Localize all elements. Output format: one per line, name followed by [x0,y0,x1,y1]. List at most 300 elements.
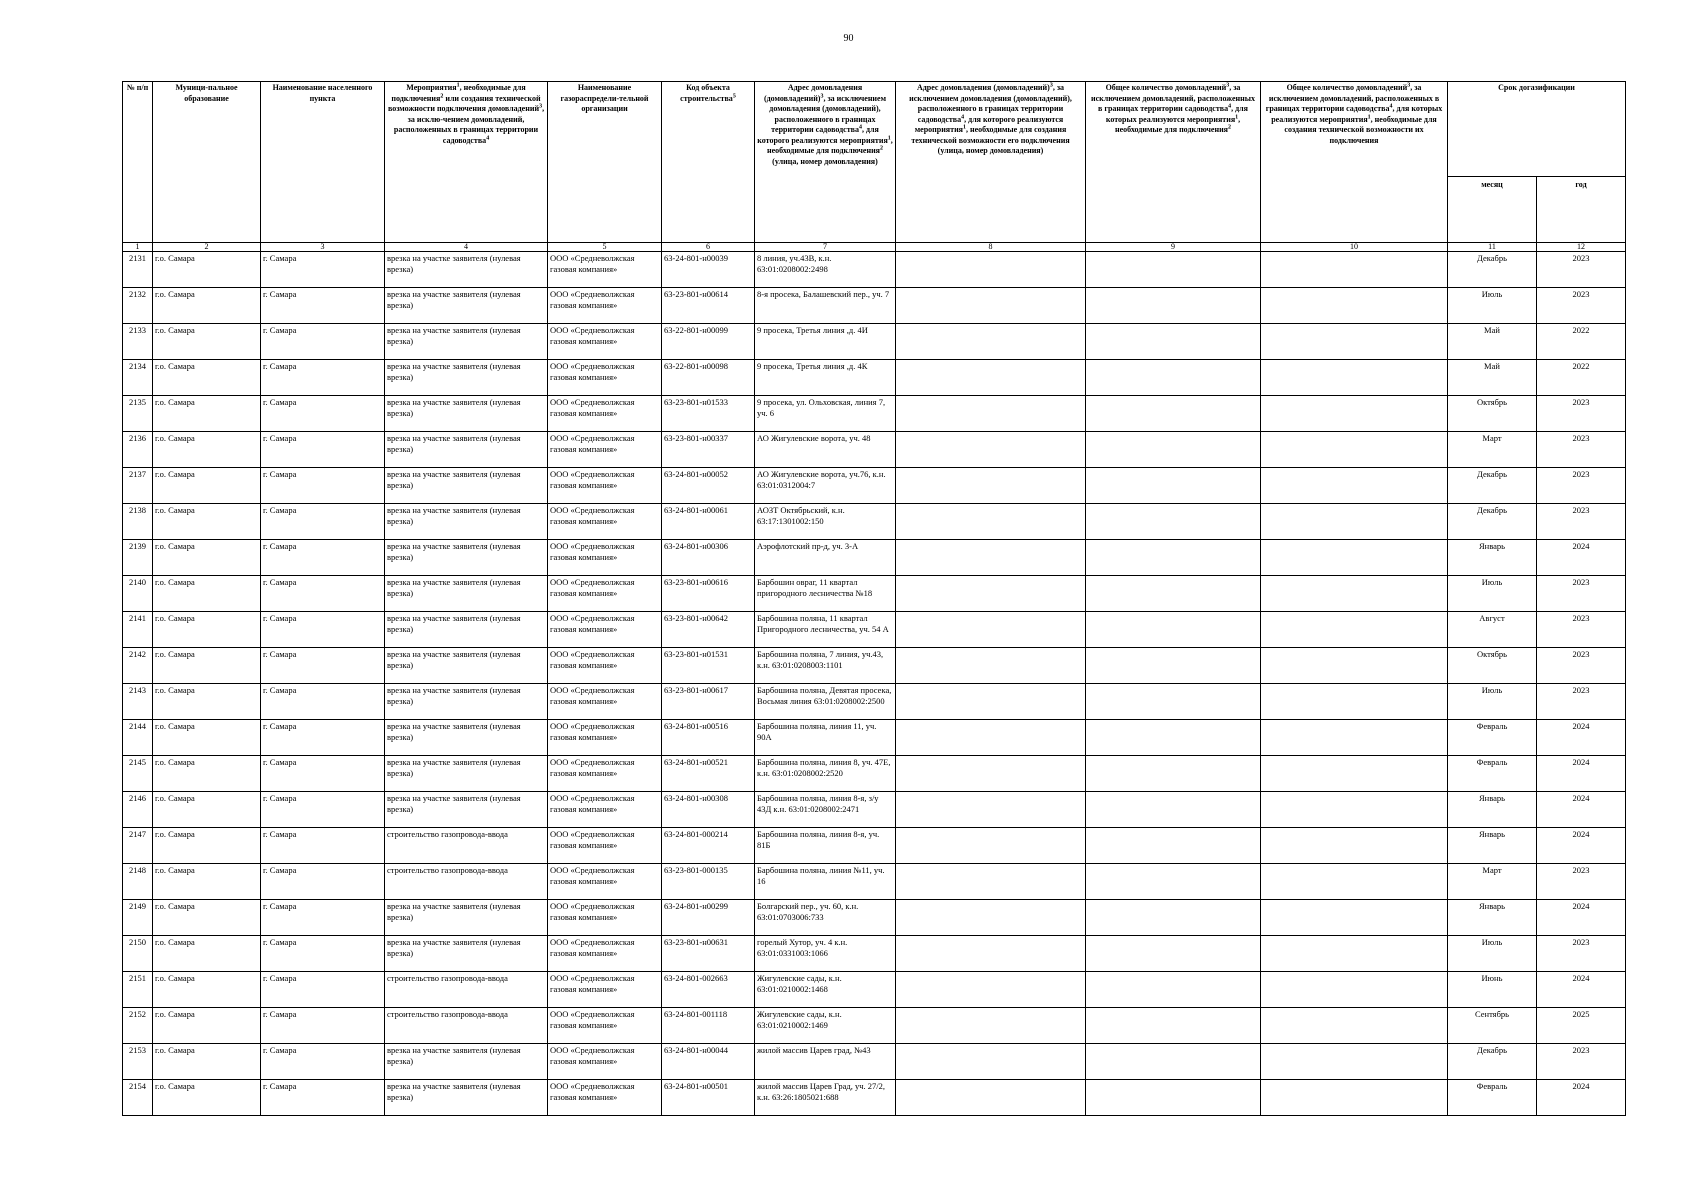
header-municipality: Муници-пальное образование [153,82,261,243]
cell-address: жилой массив Царев Град, уч. 27/2, к.н. 63:26:1805021:688 [755,1080,896,1116]
cell-count-connection [1086,864,1261,900]
cell-municipality: г.о. Самара [153,972,261,1008]
column-number: 2 [153,243,261,252]
cell-year: 2023 [1537,432,1626,468]
cell-activity: врезка на участке заявителя (нулевая врезка) [385,900,548,936]
cell-object-code: 63-24-801-000214 [662,828,755,864]
cell-row-number: 2150 [123,936,153,972]
cell-object-code: 63-22-801-н00098 [662,360,755,396]
cell-year: 2023 [1537,252,1626,288]
column-numbers-row [123,243,1626,252]
cell-count-connection [1086,324,1261,360]
cell-row-number: 2135 [123,396,153,432]
cell-row-number: 2134 [123,360,153,396]
cell-address: Барбошина поляна, линия 11, уч. 90А [755,720,896,756]
column-number: 11 [1448,243,1537,252]
cell-year: 2023 [1537,468,1626,504]
cell-row-number: 2139 [123,540,153,576]
cell-address-technical [896,828,1086,864]
cell-month: Февраль [1448,1080,1537,1116]
cell-address-technical [896,756,1086,792]
cell-address: АОЗТ Октябрьский, к.н. 63:17:1301002:150 [755,504,896,540]
cell-year: 2023 [1537,396,1626,432]
cell-municipality: г.о. Самара [153,1008,261,1044]
column-number: 6 [662,243,755,252]
cell-locality: г. Самара [261,324,385,360]
table-row [123,468,1626,504]
cell-month: Июнь [1448,972,1537,1008]
cell-year: 2023 [1537,1044,1626,1080]
cell-year: 2023 [1537,936,1626,972]
cell-municipality: г.о. Самара [153,468,261,504]
cell-count-technical [1261,648,1448,684]
cell-count-technical [1261,1044,1448,1080]
cell-object-code: 63-24-801-001118 [662,1008,755,1044]
cell-month: Октябрь [1448,648,1537,684]
cell-address-technical [896,684,1086,720]
cell-count-connection [1086,792,1261,828]
cell-year: 2023 [1537,576,1626,612]
cell-municipality: г.о. Самара [153,1044,261,1080]
table-row [123,972,1626,1008]
cell-year: 2023 [1537,648,1626,684]
cell-organization: ООО «Средневолжская газовая компания» [548,756,662,792]
cell-month: Январь [1448,900,1537,936]
cell-locality: г. Самара [261,972,385,1008]
cell-address: 8 линия, уч.43В, к.н. 63:01:0208002:2498 [755,252,896,288]
cell-address-technical [896,648,1086,684]
cell-year: 2023 [1537,288,1626,324]
cell-address: Барбошина поляна, линия 8-я, уч. 81Б [755,828,896,864]
cell-count-connection [1086,540,1261,576]
cell-row-number: 2145 [123,756,153,792]
cell-object-code: 63-23-801-н00616 [662,576,755,612]
header-gasification-deadline: Срок догазификации [1448,82,1626,177]
cell-activity: врезка на участке заявителя (нулевая врезка) [385,324,548,360]
header-year: год [1537,177,1626,243]
cell-count-technical [1261,612,1448,648]
cell-activity: врезка на участке заявителя (нулевая врезка) [385,504,548,540]
cell-activity: врезка на участке заявителя (нулевая врезка) [385,396,548,432]
cell-activity: врезка на участке заявителя (нулевая врезка) [385,1080,548,1116]
cell-year: 2023 [1537,864,1626,900]
cell-count-connection [1086,360,1261,396]
table-row [123,1008,1626,1044]
cell-municipality: г.о. Самара [153,612,261,648]
cell-locality: г. Самара [261,1008,385,1044]
table-row [123,612,1626,648]
table-row [123,720,1626,756]
cell-count-connection [1086,936,1261,972]
cell-locality: г. Самара [261,432,385,468]
cell-object-code: 63-23-801-000135 [662,864,755,900]
cell-activity: врезка на участке заявителя (нулевая врезка) [385,936,548,972]
cell-municipality: г.о. Самара [153,504,261,540]
cell-object-code: 63-23-801-н01533 [662,396,755,432]
cell-count-connection [1086,648,1261,684]
cell-address: Барбошина поляна, Девятая просека, Восьмая линия 63:01:0208002:2500 [755,684,896,720]
cell-month: Декабрь [1448,468,1537,504]
cell-count-technical [1261,360,1448,396]
cell-month: Февраль [1448,720,1537,756]
cell-count-technical [1261,792,1448,828]
cell-address: Барбошина поляна, линия 8, уч. 47Е, к.н. 63:01:0208002:2520 [755,756,896,792]
cell-municipality: г.о. Самара [153,900,261,936]
cell-row-number: 2147 [123,828,153,864]
cell-organization: ООО «Средневолжская газовая компания» [548,1080,662,1116]
header-address-connection: Адрес домовладения (домовладений)$^3$, за исключением домовладения (домовладений), расположенного в границах территории садоводства$^4$, для которого реализуются мероприятия$^1$, необходимые для подключения$^2$ (улица, номер домовладения) [755,82,896,243]
cell-year: 2024 [1537,792,1626,828]
table-row [123,828,1626,864]
cell-count-connection [1086,972,1261,1008]
cell-count-technical [1261,828,1448,864]
cell-locality: г. Самара [261,504,385,540]
cell-address: 9 просека, Третья линия ,д. 4К [755,360,896,396]
cell-object-code: 63-24-801-н00516 [662,720,755,756]
cell-year: 2024 [1537,540,1626,576]
cell-address: Барбошина поляна, линия 8-я, з/у 43Д к.н. 63:01:0208002:2471 [755,792,896,828]
cell-row-number: 2137 [123,468,153,504]
cell-object-code: 63-23-801-н00617 [662,684,755,720]
column-number: 9 [1086,243,1261,252]
cell-organization: ООО «Средневолжская газовая компания» [548,828,662,864]
cell-organization: ООО «Средневолжская газовая компания» [548,720,662,756]
cell-locality: г. Самара [261,792,385,828]
cell-row-number: 2152 [123,1008,153,1044]
table-row [123,936,1626,972]
cell-count-connection [1086,396,1261,432]
cell-count-connection [1086,756,1261,792]
cell-organization: ООО «Средневолжская газовая компания» [548,468,662,504]
cell-month: Май [1448,324,1537,360]
cell-locality: г. Самара [261,720,385,756]
cell-object-code: 63-24-801-н00044 [662,1044,755,1080]
cell-address: Болгарский пер., уч. 60, к.н. 63:01:0703006:733 [755,900,896,936]
cell-year: 2024 [1537,756,1626,792]
cell-month: Январь [1448,828,1537,864]
cell-object-code: 63-24-801-н00052 [662,468,755,504]
cell-count-connection [1086,468,1261,504]
cell-year: 2022 [1537,324,1626,360]
cell-count-connection [1086,720,1261,756]
cell-municipality: г.о. Самара [153,828,261,864]
cell-municipality: г.о. Самара [153,324,261,360]
cell-count-connection [1086,576,1261,612]
cell-count-connection [1086,1044,1261,1080]
cell-address: 9 просека, ул. Ольховская, линия 7, уч. 6 [755,396,896,432]
cell-month: Январь [1448,540,1537,576]
cell-organization: ООО «Средневолжская газовая компания» [548,684,662,720]
cell-municipality: г.о. Самара [153,1080,261,1116]
cell-organization: ООО «Средневолжская газовая компания» [548,864,662,900]
cell-municipality: г.о. Самара [153,792,261,828]
cell-object-code: 63-23-801-н00337 [662,432,755,468]
cell-month: Декабрь [1448,252,1537,288]
cell-object-code: 63-23-801-н00642 [662,612,755,648]
cell-activity: врезка на участке заявителя (нулевая врезка) [385,792,548,828]
column-number: 5 [548,243,662,252]
cell-activity: строительство газопровода-ввода [385,828,548,864]
cell-address-technical [896,936,1086,972]
column-number: 10 [1261,243,1448,252]
cell-count-technical [1261,684,1448,720]
cell-count-connection [1086,504,1261,540]
table-row [123,432,1626,468]
header-organization: Наименование газораспредели-тельной организации [548,82,662,243]
cell-count-connection [1086,252,1261,288]
cell-count-technical [1261,288,1448,324]
cell-address-technical [896,1008,1086,1044]
cell-address: АО Жигулевские ворота, уч.76, к.н. 63:01:0312004:7 [755,468,896,504]
cell-municipality: г.о. Самара [153,360,261,396]
cell-organization: ООО «Средневолжская газовая компания» [548,576,662,612]
page-number: 90 [843,33,854,44]
cell-object-code: 63-23-801-н01531 [662,648,755,684]
cell-count-technical [1261,864,1448,900]
table-row [123,576,1626,612]
cell-municipality: г.о. Самара [153,756,261,792]
cell-activity: строительство газопровода-ввода [385,972,548,1008]
cell-address-technical [896,360,1086,396]
cell-address: жилой массив Царев град, №43 [755,1044,896,1080]
cell-month: Октябрь [1448,396,1537,432]
cell-activity: врезка на участке заявителя (нулевая врезка) [385,684,548,720]
cell-organization: ООО «Средневолжская газовая компания» [548,504,662,540]
cell-address-technical [896,720,1086,756]
cell-count-technical [1261,432,1448,468]
cell-address: горелый Хутор, уч. 4 к.н. 63:01:0331003:1066 [755,936,896,972]
cell-count-technical [1261,936,1448,972]
cell-locality: г. Самара [261,936,385,972]
cell-activity: врезка на участке заявителя (нулевая врезка) [385,612,548,648]
cell-month: Декабрь [1448,1044,1537,1080]
header-count-technical: Общее количество домовладений$^3$, за исключением домовладений, расположенных в границах территории садоводства$^4$, для которых реализуются мероприятия$^1$, необходимые для создания технической возможности их подключения [1261,82,1448,243]
cell-municipality: г.о. Самара [153,936,261,972]
cell-month: Май [1448,360,1537,396]
cell-locality: г. Самара [261,1044,385,1080]
cell-count-technical [1261,540,1448,576]
cell-address-technical [896,540,1086,576]
cell-count-connection [1086,900,1261,936]
cell-count-technical [1261,324,1448,360]
cell-year: 2024 [1537,828,1626,864]
cell-organization: ООО «Средневолжская газовая компания» [548,396,662,432]
cell-month: Февраль [1448,756,1537,792]
cell-municipality: г.о. Самара [153,396,261,432]
cell-address: Барбошина поляна, линия №11, уч. 16 [755,864,896,900]
table-row [123,756,1626,792]
cell-activity: врезка на участке заявителя (нулевая врезка) [385,576,548,612]
table-row [123,648,1626,684]
cell-object-code: 63-23-801-н00614 [662,288,755,324]
cell-address-technical [896,324,1086,360]
cell-object-code: 63-23-801-н00631 [662,936,755,972]
cell-organization: ООО «Средневолжская газовая компания» [548,900,662,936]
cell-organization: ООО «Средневолжская газовая компания» [548,1044,662,1080]
cell-month: Декабрь [1448,504,1537,540]
cell-address-technical [896,864,1086,900]
cell-object-code: 63-24-801-н00306 [662,540,755,576]
cell-address: Барбошина поляна, 7 линия, уч.43, к.н. 63:01:0208003:1101 [755,648,896,684]
table-row [123,396,1626,432]
cell-activity: строительство газопровода-ввода [385,864,548,900]
cell-activity: врезка на участке заявителя (нулевая врезка) [385,720,548,756]
cell-locality: г. Самара [261,756,385,792]
cell-locality: г. Самара [261,900,385,936]
table-row [123,360,1626,396]
cell-organization: ООО «Средневолжская газовая компания» [548,936,662,972]
cell-count-technical [1261,1008,1448,1044]
cell-row-number: 2154 [123,1080,153,1116]
cell-count-connection [1086,288,1261,324]
cell-address-technical [896,504,1086,540]
cell-object-code: 63-24-801-н00308 [662,792,755,828]
cell-month: Август [1448,612,1537,648]
cell-year: 2023 [1537,684,1626,720]
cell-activity: врезка на участке заявителя (нулевая врезка) [385,648,548,684]
cell-count-technical [1261,468,1448,504]
cell-object-code: 63-24-801-н00039 [662,252,755,288]
cell-row-number: 2138 [123,504,153,540]
table-row [123,252,1626,288]
cell-count-technical [1261,576,1448,612]
cell-organization: ООО «Средневолжская газовая компания» [548,792,662,828]
cell-locality: г. Самара [261,648,385,684]
cell-address-technical [896,792,1086,828]
cell-row-number: 2140 [123,576,153,612]
cell-count-technical [1261,972,1448,1008]
cell-organization: ООО «Средневолжская газовая компания» [548,288,662,324]
cell-municipality: г.о. Самара [153,684,261,720]
cell-address: Аэрофлотский пр-д, уч. 3-А [755,540,896,576]
cell-object-code: 63-24-801-002663 [662,972,755,1008]
table-row [123,792,1626,828]
cell-activity: врезка на участке заявителя (нулевая врезка) [385,756,548,792]
table-body [123,252,1626,1116]
cell-object-code: 63-24-801-н00501 [662,1080,755,1116]
cell-municipality: г.о. Самара [153,648,261,684]
table-row [123,504,1626,540]
cell-count-connection [1086,828,1261,864]
table-row [123,900,1626,936]
cell-count-technical [1261,1080,1448,1116]
header-address-technical: Адрес домовладения (домовладений)$^3$, за исключением домовладения (домовладений), расположенного в границах территории садоводства$^4$, для которого реализуются мероприятия$^1$, необходимые для создания технической возможности его подключения (улица, номер домовладения) [896,82,1086,243]
cell-row-number: 2151 [123,972,153,1008]
cell-row-number: 2146 [123,792,153,828]
cell-month: Сентябрь [1448,1008,1537,1044]
cell-activity: врезка на участке заявителя (нулевая врезка) [385,540,548,576]
cell-address: Барбошина поляна, 11 квартал Пригородного лесничества, уч. 54 А [755,612,896,648]
cell-count-technical [1261,900,1448,936]
cell-count-connection [1086,612,1261,648]
cell-locality: г. Самара [261,252,385,288]
cell-month: Июль [1448,936,1537,972]
cell-object-code: 63-24-801-н00061 [662,504,755,540]
cell-object-code: 63-24-801-н00299 [662,900,755,936]
gasification-table [122,81,1626,1116]
table-row [123,288,1626,324]
cell-organization: ООО «Средневолжская газовая компания» [548,1008,662,1044]
cell-address: Жигулевские сады, к.н. 63:01:0210002:1468 [755,972,896,1008]
cell-year: 2024 [1537,972,1626,1008]
column-number: 8 [896,243,1086,252]
header-month: месяц [1448,177,1537,243]
cell-count-technical [1261,756,1448,792]
cell-count-connection [1086,432,1261,468]
column-number: 1 [123,243,153,252]
table-row [123,684,1626,720]
cell-activity: врезка на участке заявителя (нулевая врезка) [385,360,548,396]
cell-organization: ООО «Средневолжская газовая компания» [548,360,662,396]
cell-object-code: 63-22-801-н00099 [662,324,755,360]
cell-month: Июль [1448,684,1537,720]
cell-address: Барбошин овраг, 11 квартал пригородного лесничества №18 [755,576,896,612]
cell-month: Январь [1448,792,1537,828]
cell-address: 9 просека, Третья линия ,д. 4И [755,324,896,360]
cell-activity: врезка на участке заявителя (нулевая врезка) [385,252,548,288]
cell-row-number: 2143 [123,684,153,720]
cell-address-technical [896,468,1086,504]
cell-count-technical [1261,396,1448,432]
cell-organization: ООО «Средневолжская газовая компания» [548,324,662,360]
cell-object-code: 63-24-801-н00521 [662,756,755,792]
cell-locality: г. Самара [261,360,385,396]
cell-municipality: г.о. Самара [153,540,261,576]
header-count-connection: Общее количество домовладений$^3$, за исключением домовладений, расположенных в границах территории садоводства$^4$, для которых реализуются мероприятия$^1$, необходимые для подключения$^2$ [1086,82,1261,243]
table-row [123,324,1626,360]
cell-municipality: г.о. Самара [153,252,261,288]
cell-month: Июль [1448,576,1537,612]
cell-row-number: 2133 [123,324,153,360]
cell-count-connection [1086,1080,1261,1116]
cell-locality: г. Самара [261,828,385,864]
cell-row-number: 2142 [123,648,153,684]
cell-month: Март [1448,432,1537,468]
cell-activity: строительство газопровода-ввода [385,1008,548,1044]
cell-address-technical [896,432,1086,468]
cell-locality: г. Самара [261,684,385,720]
column-number: 7 [755,243,896,252]
cell-municipality: г.о. Самара [153,288,261,324]
cell-locality: г. Самара [261,612,385,648]
cell-organization: ООО «Средневолжская газовая компания» [548,432,662,468]
column-number: 12 [1537,243,1626,252]
cell-address: 8-я просека, Балашевский пер., уч. 7 [755,288,896,324]
cell-row-number: 2136 [123,432,153,468]
header-object-code: Код объекта строительства$^5$ [662,82,755,243]
cell-address-technical [896,612,1086,648]
cell-address-technical [896,288,1086,324]
cell-address-technical [896,576,1086,612]
cell-count-technical [1261,720,1448,756]
cell-organization: ООО «Средневолжская газовая компания» [548,612,662,648]
cell-activity: врезка на участке заявителя (нулевая врезка) [385,1044,548,1080]
cell-municipality: г.о. Самара [153,864,261,900]
cell-address-technical [896,1080,1086,1116]
cell-year: 2025 [1537,1008,1626,1044]
cell-address-technical [896,252,1086,288]
cell-address: Жигулевские сады, к.н. 63:01:0210002:1469 [755,1008,896,1044]
cell-municipality: г.о. Самара [153,432,261,468]
cell-municipality: г.о. Самара [153,720,261,756]
cell-count-connection [1086,684,1261,720]
cell-row-number: 2149 [123,900,153,936]
table-row [123,540,1626,576]
cell-row-number: 2148 [123,864,153,900]
cell-address-technical [896,1044,1086,1080]
cell-locality: г. Самара [261,576,385,612]
cell-organization: ООО «Средневолжская газовая компания» [548,972,662,1008]
